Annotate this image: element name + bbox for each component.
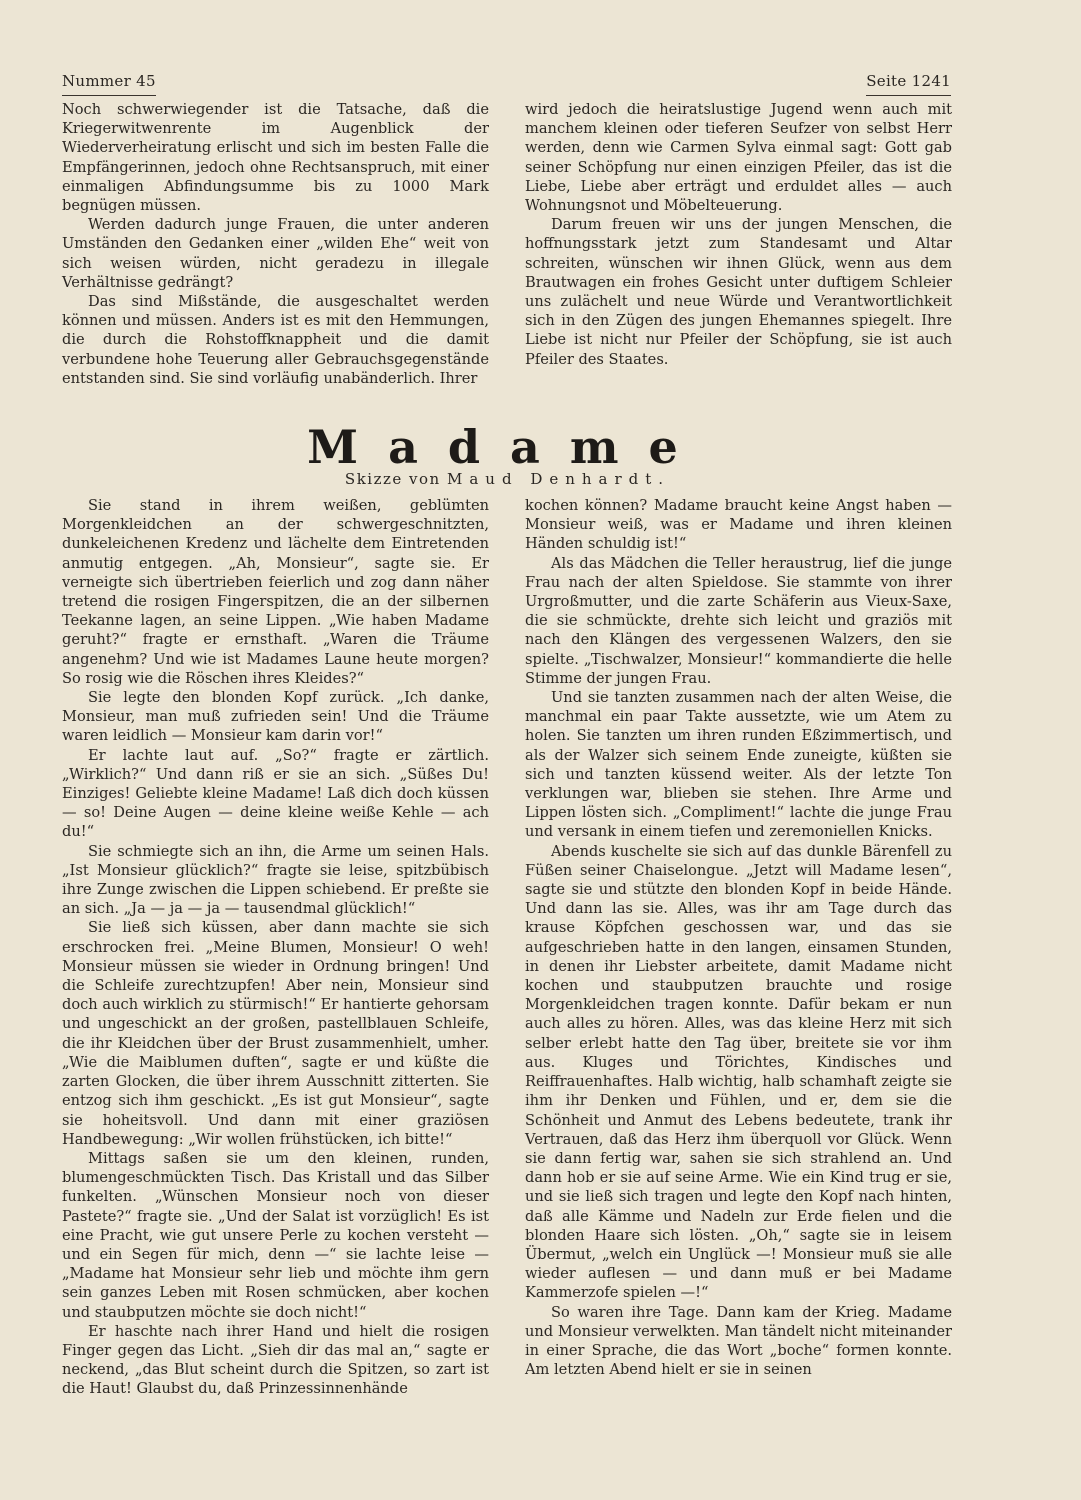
paragraph: Als das Mädchen die Teller heraustrug, lief die junge Frau nach der alten Spieldose. Sie stammte von ihrer Urgroßmutter, und die zarte Schäferin aus Vieux-Saxe, die sie schmückte, drehte sich leicht und graziös mit nach den Klängen des vergessenen Walzers, den sie spielte. „Tischwalzer, Monsieur!“ kommandierte die helle Stimme der jungen Frau. — [525, 554, 952, 687]
paragraph: Das sind Mißstände, die ausgeschaltet werden können und müssen. Anders ist es mit den Hemmungen, die durch die Rohstoffknappheit und die damit verbundene hohe Teuerung aller Gebrauchsgegenstände entstanden sind. Sie sind vorläufig unabänderlich. Ihrer — [62, 293, 489, 387]
story-title: Madame — [307, 420, 708, 474]
paragraph: kochen können? Madame braucht keine Angst haben — Monsieur weiß, was er Madame und ihren kleinen Händen schuldig ist!“ — [525, 497, 952, 553]
paragraph: Er haschte nach ihrer Hand und hielt die rosigen Finger gegen das Licht. „Sieh dir das mal an,“ sagte er neckend, „das Blut scheint durch die Spitzen, so zart ist die Haut! Glaubst du, daß Prinzessinnenhände — [62, 1322, 489, 1398]
paragraph: Darum freuen wir uns der jungen Menschen, die hoffnungsstark jetzt zum Standesamt und Altar schreiten, wünschen wir ihnen Glück, wenn aus dem Brautwagen ein frohes Gesicht unter duftigem Schleier uns zulächelt und neue Würde und Verantwortlichkeit sich in den Zügen des jungen Ehemannes spiegelt. Ihre Liebe ist nicht nur Pfeiler der Schöpfung, sie ist auch Pfeiler des Staates. — [525, 216, 952, 368]
article-continuation — [62, 100, 952, 392]
story-right-column — [525, 496, 952, 1434]
paragraph: Sie stand in ihrem weißen, geblümten Morgenkleidchen an der schwergeschnitzten, dunkeleichenen Kredenz und lächelte dem Eintretenden anmutig entgegen. „Ah, Monsieur“, sagte sie. Er verneigte sich übertrieben feierlich und zog dann näher tretend die rosigen Fingerspitzen, die an der silbernen Teekanne lagen, an seine Lippen. „Wie haben Madame geruht?“ fragte er ernsthaft. „Waren die Träume angenehm? Und wie ist Madames Laune heute morgen? So rosig wie die Röschen ihres Kleides?“ — [62, 497, 489, 687]
paragraph: Er lachte laut auf. „So?“ fragte er zärtlich. „Wirklich?“ Und dann riß er sie an sich. „Süßes Du! Einziges! Geliebte kleine Madame! Laß dich doch küssen — so! Deine Augen — deine kleine weiße Kehle — ach du!“ — [62, 746, 489, 841]
story-left-column — [62, 496, 489, 1434]
paragraph: Mittags saßen sie um den kleinen, runden, blumengeschmückten Tisch. Das Kristall und das Silber funkelten. „Wünschen Monsieur noch von dieser Pastete?“ fragte sie. „Und der Salat ist vorzüglich! Es ist eine Pracht, wie gut unsere Perle zu kochen versteht — und ein Segen für mich, denn —“ sie lachte leise — „Madame hat Monsieur sehr lieb und möchte ihm gern sein ganzes Leben mit Rosen schmücken, aber kochen und staubputzen möchte sie doch nicht!“ — [62, 1149, 489, 1321]
paragraph: wird jedoch die heiratslustige Jugend wenn auch mit manchem kleinen oder tieferen Seufzer von selbst Herr werden, denn wie Carmen Sylva einmal sagt: Gott gab seiner Schöpfung nur einen einzigen Pfeiler, das ist die Liebe, Liebe aber erträgt und erduldet alles — auch Wohnungsnot und Möbelteuerung. — [525, 101, 952, 215]
story-body — [62, 496, 952, 1434]
story-byline — [0, 470, 1015, 488]
byline-prefix: Skizze von — [344, 470, 441, 488]
paragraph: Sie ließ sich küssen, aber dann machte sie sich erschrocken frei. „Meine Blumen, Monsieur! O weh! Monsieur müssen sie wieder in Ordnung bringen! Und die Schleife zurechtzupfen! Aber nein, Monsieur sind doch auch wirklich zu stürmisch!“ Er hantierte gehorsam und ungeschickt an der großen, pastellblauen Schleife, die ihr Kleidchen über der Brust zusammenhielt, umher. „Wie die Maiblumen duften“, sagte er und küßte die zarten Glocken, die über ihrem Ausschnitt zitterten. Sie entzog sich ihm geschickt. „Es ist gut Monsieur“, sagte sie hoheitsvoll. Und dann mit einer graziösen Handbewegung: „Wir wollen frühstücken, ich bitte!“ — [62, 919, 489, 1148]
paragraph: Werden dadurch junge Frauen, die unter anderen Umständen den Gedanken einer „wilden Ehe“ weit von sich weisen würden, nicht geradezu in illegale Verhältnisse gedrängt? — [62, 216, 489, 291]
paragraph: Und sie tanzten zusammen nach der alten Weise, die manchmal ein paar Takte aussetzte, wie um Atem zu holen. Sie tanzten um ihren runden Eßzimmertisch, und als der Walzer sich seinem Ende zuneigte, küßten sie sich und tanzten küssend weiter. Als der letzte Ton verklungen war, blieben sie stehen. Ihre Arme und Lippen lösten sich. „Compliment!“ lachte die junge Frau und versank in einem tiefen und zeremoniellen Knicks. — [525, 689, 952, 841]
issue-number: Nummer 45 — [62, 72, 156, 96]
running-header — [62, 72, 951, 96]
paragraph: So waren ihre Tage. Dann kam der Krieg. Madame und Monsieur verwelkten. Man tändelt nicht miteinander in einer Sprache, die das Wort „boche“ formen konnte. Am letzten Abend hielt er sie in seinen — [525, 1303, 952, 1379]
byline-author: Maud Denhardt. — [446, 470, 671, 488]
page-number: Seite 1241 — [866, 72, 951, 96]
article-left-column — [62, 100, 489, 392]
article-right-column — [525, 100, 952, 392]
paragraph: Noch schwerwiegender ist die Tatsache, daß die Kriegerwitwenrente im Augenblick der Wiederverheiratung erlischt und sich im besten Falle die Empfängerinnen, jedoch ohne Rechtsanspruch, mit einer einmaligen Abfindungsumme bis zu 1000 Mark begnügen müssen. — [62, 101, 489, 215]
paragraph: Sie schmiegte sich an ihn, die Arme um seinen Hals. „Ist Monsieur glücklich?“ fragte sie leise, spitzbübisch ihre Zunge zwischen die Lippen schiebend. Er preßte sie an sich. „Ja — ja — ja — tausendmal glücklich!“ — [62, 842, 489, 918]
paragraph: Abends kuschelte sie sich auf das dunkle Bärenfell zu Füßen seiner Chaiselongue. „Jetzt will Madame lesen“, sagte sie und stützte den blonden Kopf in beide Hände. Und dann las sie. Alles, was ihr am Tage durch das krause Köpfchen geschossen war, und das sie aufgeschrieben hatte in den langen, einsamen Stunden, in denen ihr Liebster arbeitete, damit Madame nicht kochen und staubputzen brauchte und rosige Morgenkleidchen tragen konnte. Dafür bekam er nun auch alles zu hören. Alles, was das kleine Herz mit sich selber erlebt hatte den Tag über, breitete sie vor ihm aus. Kluges und Törichtes, Kindisches und Reiffrauenhaftes. Halb wichtig, halb schamhaft zeigte sie ihm ihr Denken und Fühlen, und er, dem sie die Schönheit und Anmut des Lebens bedeutete, trank ihr Vertrauen, daß das Herz ihm überquoll vor Glück. Wenn sie dann fertig war, sahen sie sich strahlend an. Und dann hob er sie auf seine Arme. Wie ein Kind trug er sie, und sie ließ sich tragen und legte den Kopf nach hinten, daß alle Kämme und Nadeln zur Erde fielen und die blonden Haare sich lösten. „Oh,“ sagte sie in leisem Übermut, „welch ein Unglück —! Monsieur muß sie alle wieder auflesen — und dann muß er bei Madame Kammerzofe spielen —!“ — [525, 842, 952, 1302]
paragraph: Sie legte den blonden Kopf zurück. „Ich danke, Monsieur, man muß zufrieden sein! Und die Träume waren leidlich — Monsieur kam darin vor!“ — [62, 689, 489, 745]
